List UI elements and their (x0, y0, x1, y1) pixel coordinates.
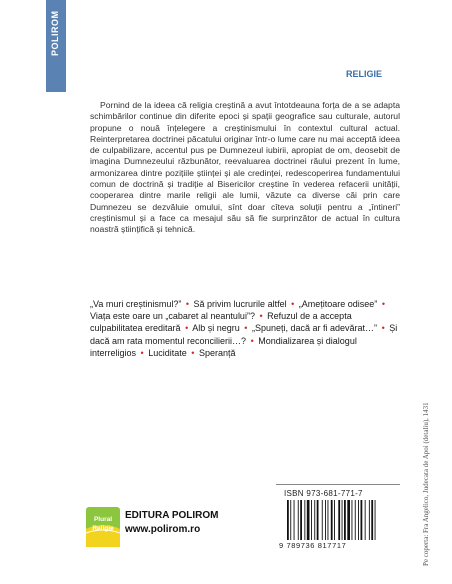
contents-item: Viața este oare un „cabaret al neantului”? (90, 311, 255, 322)
bullet-separator: • (259, 311, 263, 322)
logo-line-plural: Plural (93, 516, 113, 523)
publisher-logo (86, 507, 120, 547)
category-label: RELIGIE (346, 69, 383, 79)
cover-credit: Pe coperta: Fra Angelico, Judecata de Apoi (detaliu), 1431 (422, 402, 430, 566)
bullet-separator: • (381, 299, 385, 309)
isbn-divider (276, 484, 400, 485)
barcode-icon (286, 500, 386, 540)
bullet-separator: • (244, 323, 248, 334)
bullet-separator: • (381, 323, 385, 334)
contents-item: Refuzul de a accepta culpabilitatea ereditară (90, 311, 352, 334)
contents-item: Să privim lucrurile altfel (193, 299, 287, 309)
contents-item: Speranță (198, 347, 236, 358)
contents-item: Mondializarea și dialogul interreligios (90, 335, 357, 358)
contents-item: Alb și negru (192, 323, 240, 334)
bullet-separator: • (185, 299, 190, 309)
bullet-separator: • (185, 323, 189, 334)
contents-item: Luciditate (148, 347, 187, 358)
bullet-separator: • (191, 347, 195, 358)
contents-item: „Amețitoare odisee” (298, 299, 378, 309)
bullet-separator: • (250, 335, 254, 346)
contents-list (90, 298, 404, 359)
spine-label: POLIROM (50, 10, 60, 56)
isbn-number: ISBN 973-681-771-7 (284, 489, 363, 498)
contents-item: Și dacă am rata momentul reconcilierii…? (90, 323, 398, 346)
contents-item: „Va muri creștinismul?” (90, 299, 182, 309)
logo-line-religie: Religie (92, 525, 114, 532)
publisher-name: EDITURA POLIROM (125, 510, 219, 521)
publisher-website: www.polirom.ro (125, 524, 201, 535)
barcode-digits: 9 789736 817717 (279, 541, 347, 550)
bullet-separator: • (291, 299, 295, 309)
book-description: Pornind de la ideea că religia creștină a avut întotdeauna forța de a se adapta schimbărilor continue din diferite epoci și spații geografice sau culturale, autorul propune o nouă înțelegere a creștinismului în contextul cultural actual. Reinterpretarea doctrinei păcatului originar într-o lume care nu mai acceptă ideea de culpabilizare, accentul pus pe Dumnezeul iubirii, apropiat de om, deosebit de imagina Dumnezeului răzbunător, reevaluarea doctrinei răului prezent în lume, armonizarea dintre pozițiile științei și ale credinței, redescoperirea fundamentului comun de doctrină și tradiție al Bisericilor creștine în vederea refacerii unității, cooperarea dintre marile religii ale lumii, văzute ca diverse căi prin care Dumnezeu se dezvăluie omului, sînt doar cîteva soluții pentru a „întineri” creștinismul și a face ca mesajul său să fie surprinzător de actual în cultura noastră științifică și tehnică. (90, 100, 400, 235)
contents-item: „Spuneți, dacă ar fi adevărat…” (251, 323, 378, 334)
bullet-separator: • (140, 347, 144, 358)
